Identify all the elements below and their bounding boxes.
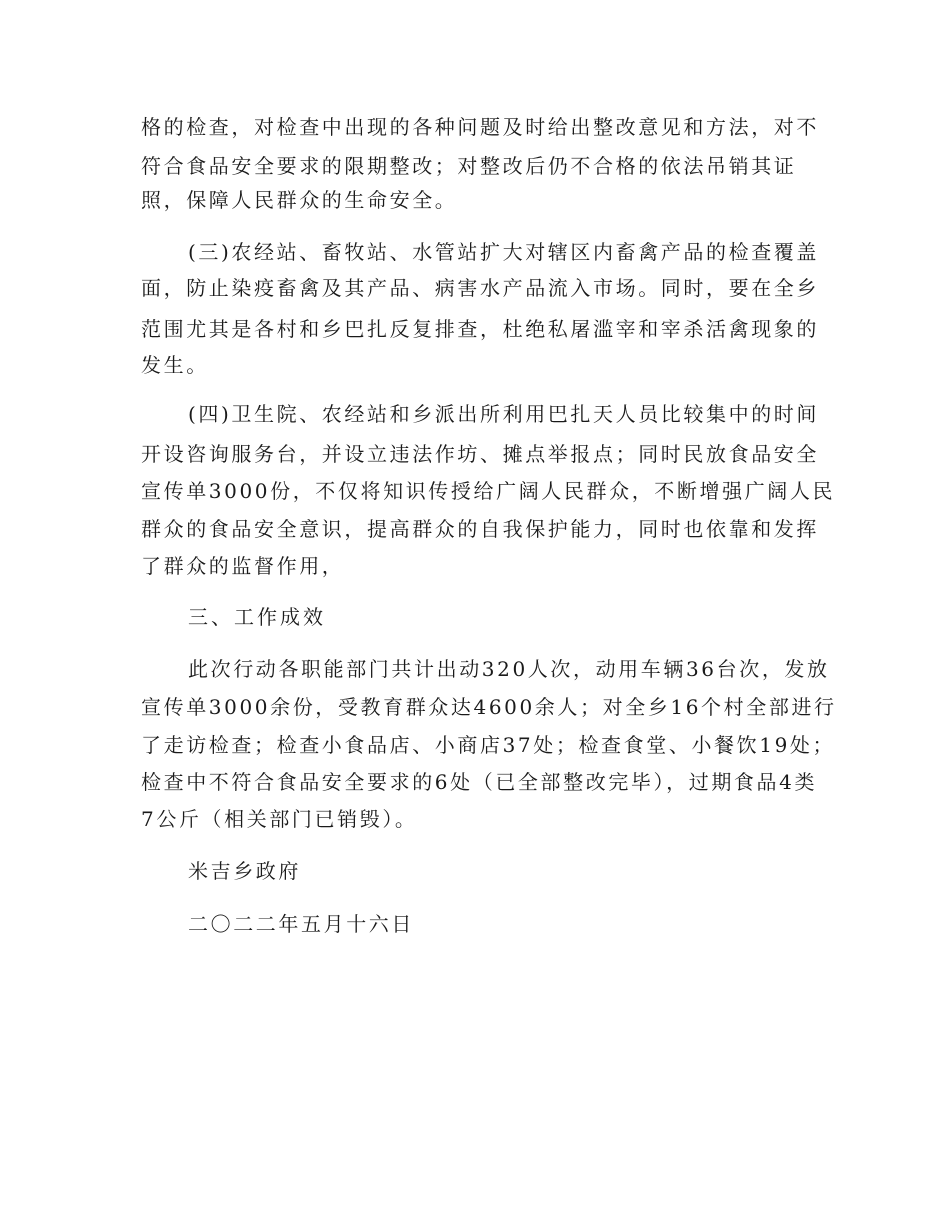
text-line: 宣传单3000份，不仅将知识传授给广阔人民群众，不断增强广阔人民 (141, 479, 836, 503)
text-line: 符合食品安全要求的限期整改；对整改后仍不合格的依法吊销其证 (141, 154, 797, 178)
date: 二〇二二年五月十六日 (188, 912, 414, 936)
signature: 米吉乡政府 (188, 859, 301, 883)
text-line: (三)农经站、畜牧站、水管站扩大对辖区内畜禽产品的检查覆盖 (188, 240, 820, 264)
text-line: 格的检查，对检查中出现的各种问题及时给出整改意见和方法，对不 (141, 115, 819, 139)
text-line: 开设咨询服务台，并设立违法作坊、摊点举报点；同时民放食品安全 (141, 442, 819, 466)
text-line: 7公斤（相关部门已销毁）。 (141, 807, 418, 831)
text-line: 群众的食品安全意识，提高群众的自我保护能力，同时也依靠和发挥 (141, 517, 819, 541)
text-line: (四)卫生院、农经站和乡派出所利用巴扎天人员比较集中的时间 (188, 402, 820, 426)
text-line: 了走访检查；检查小食品店、小商店37处；检查食堂、小餐饮19处； (141, 733, 836, 757)
text-line: 检查中不符合食品安全要求的6处（已全部整改完毕），过期食品4类 (141, 770, 818, 794)
text-line: 此次行动各职能部门共计出动320人次，动用车辆36台次，发放 (188, 657, 830, 681)
section-heading: 三、工作成效 (188, 605, 326, 629)
text-line: 发生。 (141, 353, 209, 377)
text-line: 了群众的监督作用， (141, 554, 345, 578)
text-line: 范围尤其是各村和乡巴扎反复排查，杜绝私屠滥宰和宰杀活禽现象的 (141, 317, 819, 341)
text-line: 宣传单3000余份，受教育群众达4600余人；对全乡16个村全部进行 (141, 695, 837, 719)
text-line: 面，防止染疫畜禽及其产品、病害水产品流入市场。同时，要在全乡 (141, 276, 819, 300)
text-line: 照，保障人民群众的生命安全。 (141, 188, 458, 212)
